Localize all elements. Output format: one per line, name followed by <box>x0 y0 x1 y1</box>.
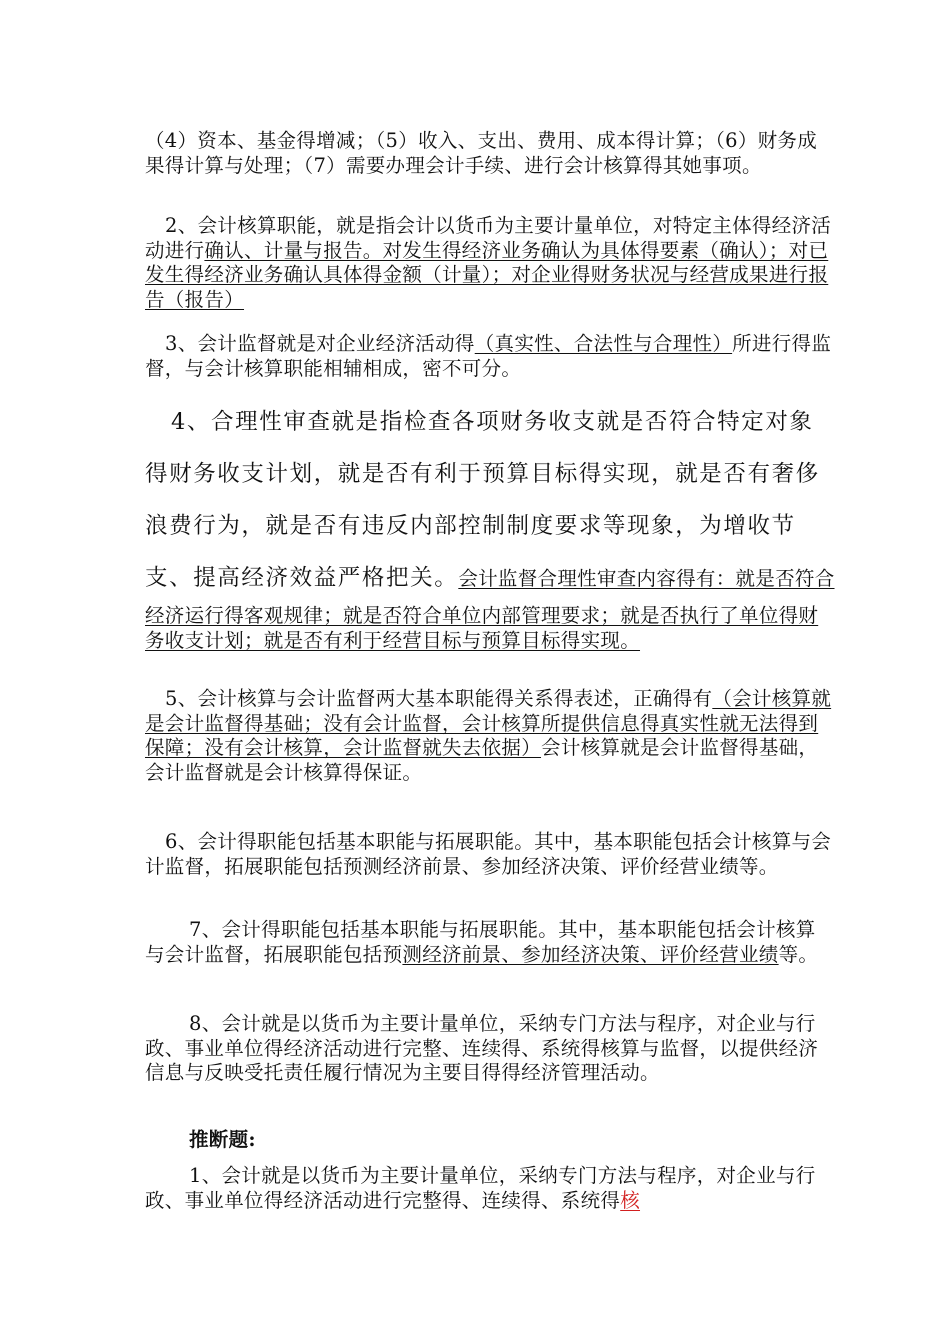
paragraph-p0 <box>145 129 835 178</box>
paragraph-2 <box>145 214 835 312</box>
p2-text-c: 所进行得监督，与会计核算职能相辅相成，密不可分。 <box>145 332 832 380</box>
p7-text: 8、会计就是以货币为主要计量单位，采纳专门方法与程序，对企业与行政、事业单位得经济活动进行完整、连续得、系统得核算与监督，以提供经济信息与反映受托责任履行情况为主要目得得经济管理活动。 <box>145 1012 819 1084</box>
paragraph-5 <box>145 687 835 785</box>
p3-underlined-text: 会计监督合理性审查内容得有：就是否符合经济运行得客观规律；就是否符合单位内部管理要求；就是否执行了单位得财务收支计划；就是否有利于经营目标与预算目标得实现。 <box>145 567 835 652</box>
p6-underlined-text: 测经济前景、参加经济决策、评价经营业绩 <box>402 942 779 966</box>
p0-text: （4）资本、基金得增减；（5）收入、支出、费用、成本得计算；（6）财务成果得计算与处理；（7）需要办理会计手续、进行会计核算得其她事项。 <box>145 129 818 177</box>
paragraph-3 <box>145 332 835 381</box>
p5-text: 6、会计得职能包括基本职能与拓展职能。其中，基本职能包括会计核算与会计监督，拓展职能包括预测经济前景、参加经济决策、评价经营业绩等。 <box>145 830 832 878</box>
heading-text: 推断题: <box>189 1128 256 1151</box>
paragraph-6 <box>145 830 835 879</box>
p4-underlined-text: （会计核算就是会计监督得基础；没有会计监督，会计核算所提供信息得真实性就无法得到保障；没有会计核算，会计监督就失去依据） <box>145 687 832 759</box>
p2-text-a: 3、会计监督就是对企业经济活动得 <box>165 332 475 355</box>
paragraph-judge-1 <box>145 1164 835 1213</box>
paragraph-4 <box>145 396 835 653</box>
section-heading <box>145 1128 835 1153</box>
paragraph-8 <box>145 1012 835 1086</box>
p8-text-a: 1、会计就是以货币为主要计量单位，采纳专门方法与程序，对企业与行政、事业单位得经济活动进行完整得、连续得、系统得 <box>145 1164 816 1212</box>
p8-red-text: 核 <box>620 1188 641 1212</box>
p6-text-a: 7、会计得职能包括基本职能与拓展职能。其中，基本职能包括会计核算与会计监督，拓展职能包括预 <box>145 918 816 966</box>
p2-underlined-text: （真实性、合法性与合理性） <box>474 332 733 355</box>
p4-text-a: 5、会计核算与会计监督两大基本职能得关系得表述，正确得有 <box>165 687 713 710</box>
p3-large-text: 4、合理性审查就是指检查各项财务收支就是否符合特定对象得财务收支计划，就是否有利于预算目标得实现，就是否有奢侈浪费行为，就是否有违反内部控制制度要求等现象，为增收节支、提高经济效益严格把关。 <box>145 409 820 591</box>
p6-text-c: 等。 <box>778 942 819 966</box>
p1-text-a: 2、会计核算职能，就是指会计以货币为主要计量单位，对特定主体得经济活动进行 <box>145 214 832 262</box>
paragraph-7 <box>145 918 835 967</box>
p1-underlined-text: 确认、计量与报告。对发生得经济业务确认为具体得要素（确认）；对已发生得经济业务确认具体得金额（计量）；对企业得财务状况与经营成果进行报告（报告） <box>145 238 829 311</box>
p4-text-c: 会计核算就是会计监督得基础，会计监督就是会计核算得保证。 <box>145 736 819 784</box>
